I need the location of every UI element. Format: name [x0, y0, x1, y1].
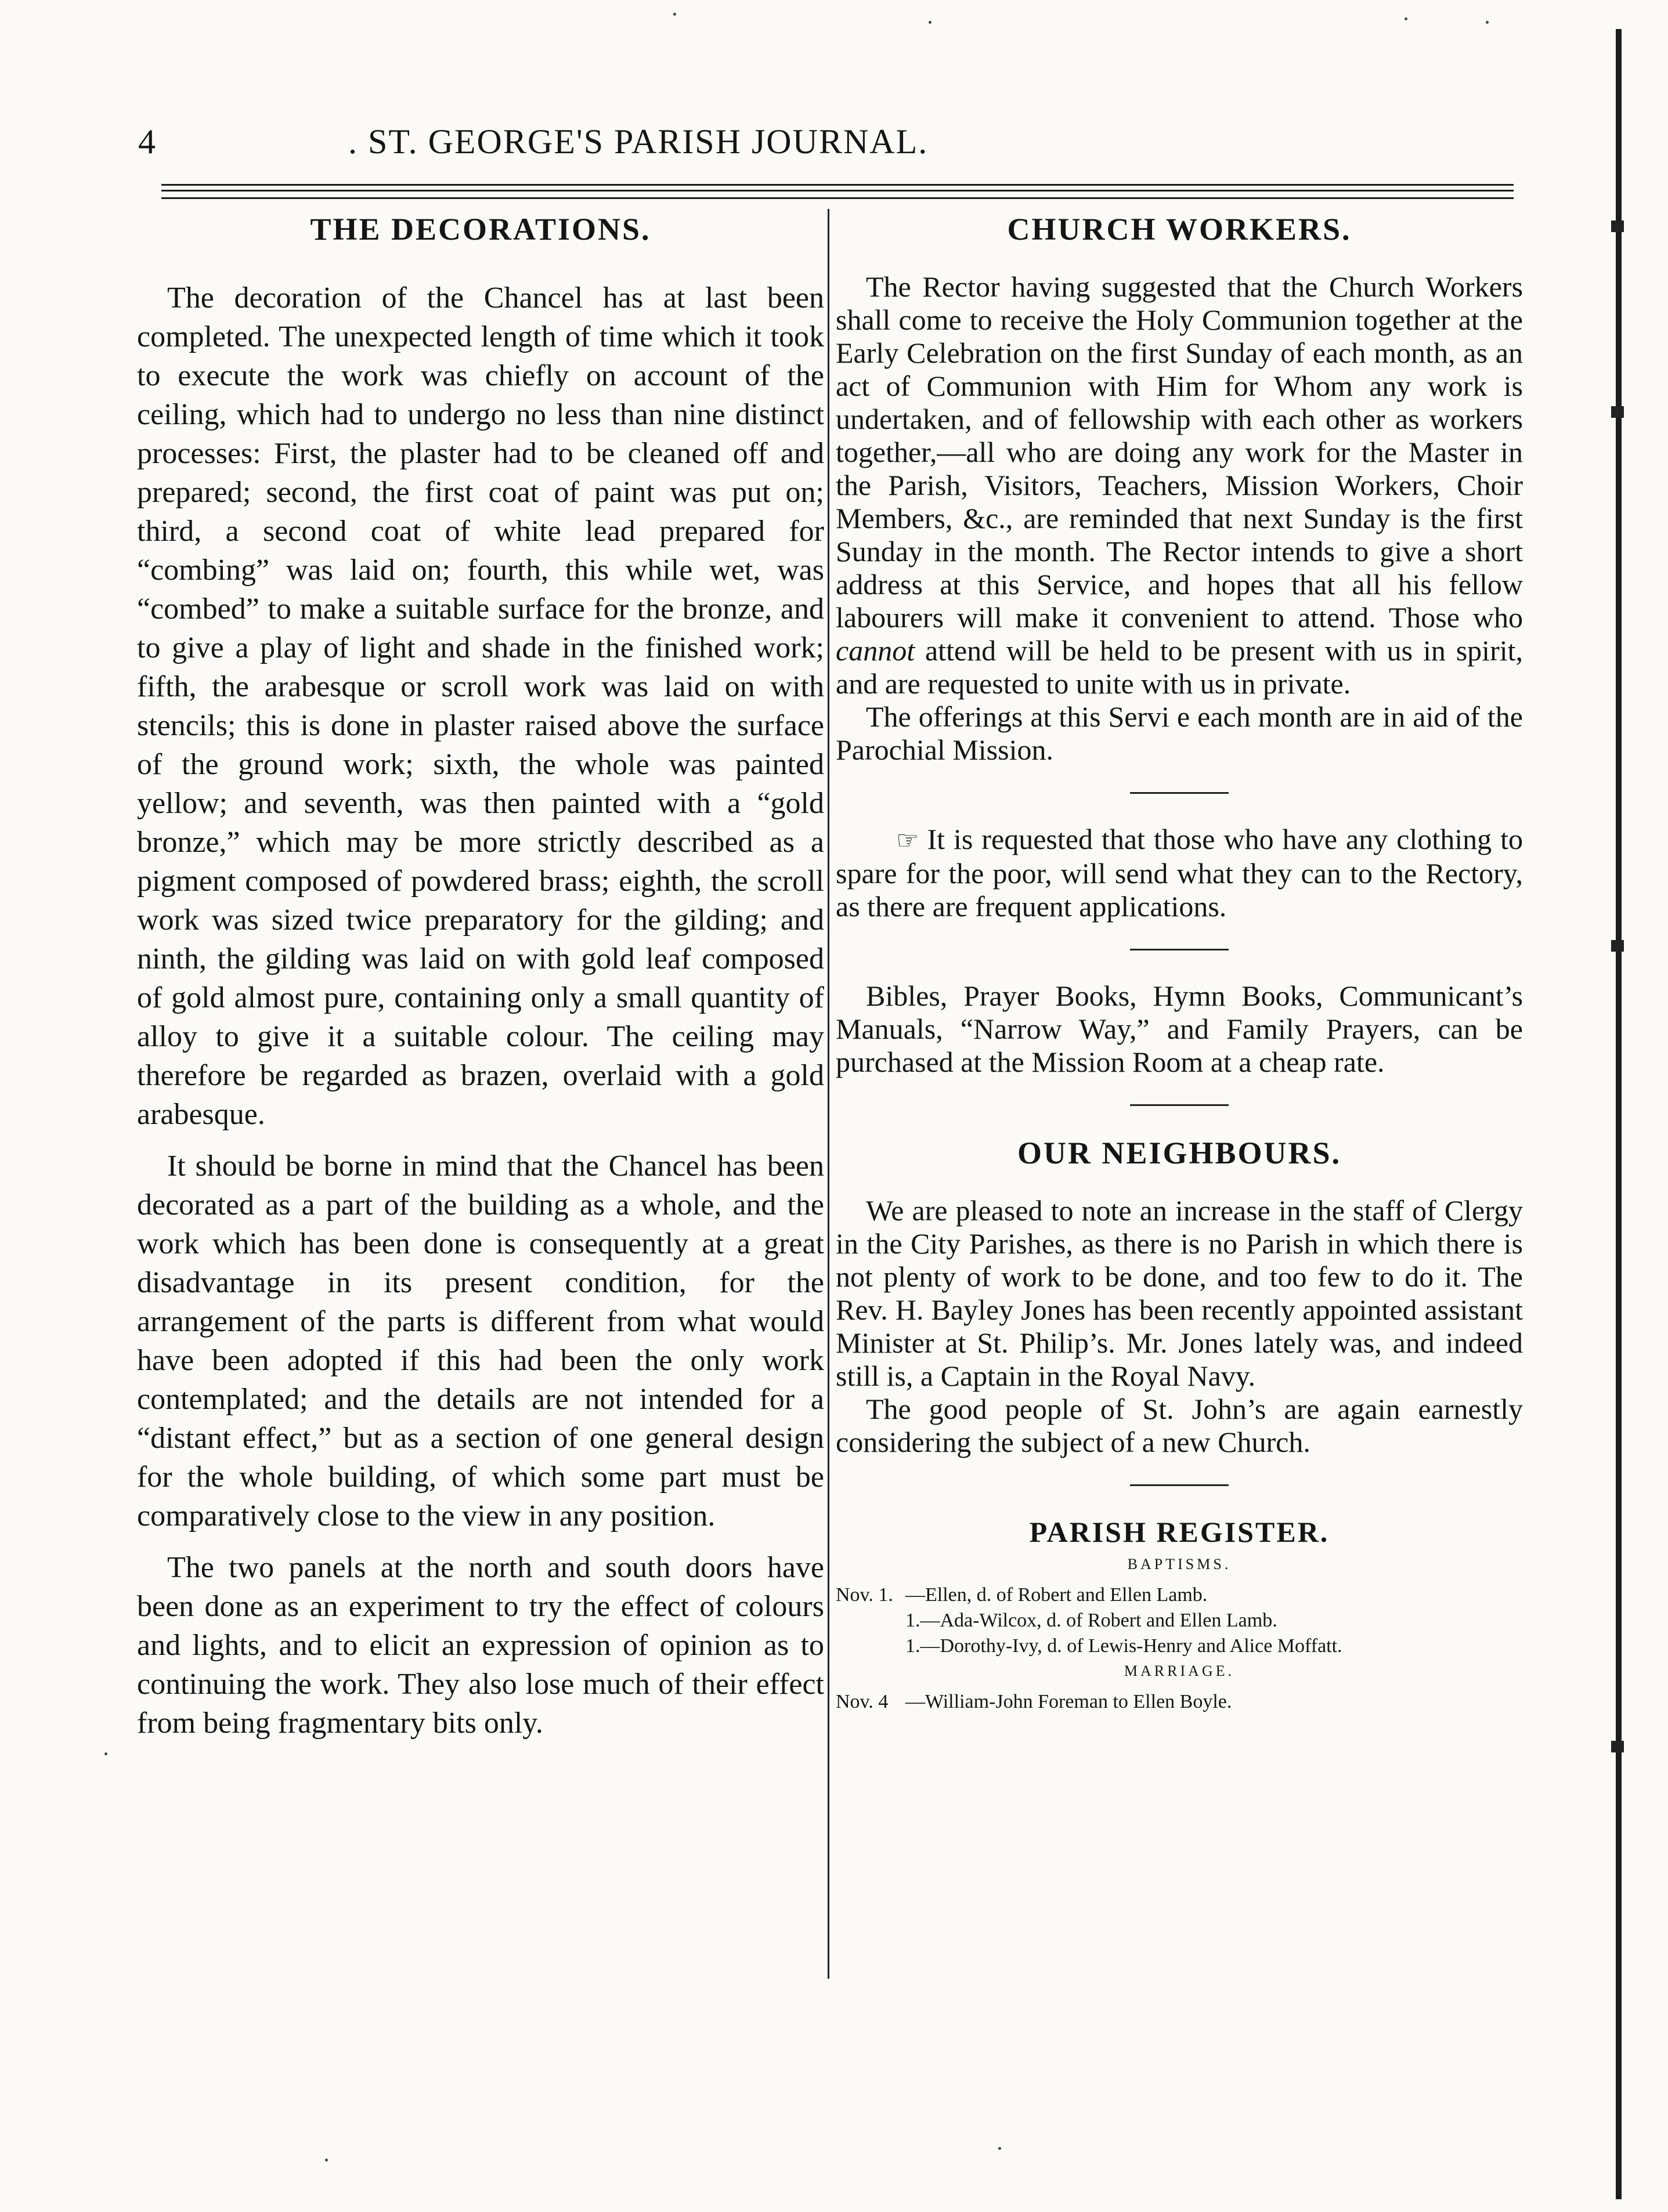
header-rule	[161, 184, 1514, 186]
neighbours-heading: OUR NEIGHBOURS.	[1017, 1136, 1342, 1170]
left-column	[137, 203, 824, 1743]
baptisms-label: BAPTISMS.	[1127, 1556, 1232, 1573]
clothing-notice	[836, 823, 1523, 923]
neighbours-paragraph: We are pleased to note an increase in the staff of Clergy in the City Parishes, as there is no Parish in which there is not plenty of work to be done, and too few to do it. The Rev. H. Bayley Jones has been recently appointed assistant Minister at St. Philip’s. Mr. Jones lately was, and indeed still is, a Captain in the Royal Navy.	[836, 1194, 1523, 1392]
baptisms-list	[836, 1582, 1523, 1659]
binding-mark	[1611, 406, 1624, 418]
scan-speck	[325, 2159, 328, 2162]
workers-heading: CHURCH WORKERS.	[1007, 212, 1352, 247]
marriages-list	[836, 1689, 1523, 1715]
section-rule	[1130, 792, 1229, 794]
page-number: 4	[138, 122, 156, 161]
binding-mark	[1611, 221, 1624, 232]
entry-date: Nov. 1.	[836, 1584, 893, 1606]
workers-text: The Rector having suggested that the Church Workers shall come to receive the Holy Communion together at the Early Celebration on the first Sunday of each month, as an act of Communion with Him for Whom any work is undertaken, and of fellowship with each other as workers together,—all who are doing any work for the Master in the Parish, Visitors, Teachers, Mission Workers, Choir Members, &c., are reminded that next Sunday is the first Sunday in the month. The Rector intends to give a short address at this Service, and hopes that all his fellow labourers will make it convenient to attend. Those who	[836, 270, 1523, 634]
register-entry	[836, 1582, 1523, 1608]
workers-paragraph	[836, 270, 1523, 700]
register-heading: PARISH REGISTER.	[1029, 1516, 1330, 1548]
scan-speck	[929, 21, 932, 24]
pointing-hand-icon: ☞	[896, 826, 919, 855]
binding-mark	[1611, 1741, 1624, 1752]
books-notice: Bibles, Prayer Books, Hymn Books, Communicant’s Manuals, “Narrow Way,” and Family Prayers, can be purchased at the Mission Room at a cheap rate.	[836, 980, 1523, 1078]
entry-text: —Ellen, d. of Robert and Ellen Lamb.	[905, 1584, 1208, 1606]
scan-speck	[1405, 17, 1407, 20]
entry-date: Nov. 4	[836, 1691, 889, 1712]
binding-edge	[1616, 29, 1622, 2199]
clothing-notice-text: It is requested that those who have any clothing to spare for the poor, will send what they can to the Rectory, as there are frequent applications.	[836, 823, 1523, 923]
marriage-label: MARRIAGE.	[1124, 1662, 1235, 1679]
binding-mark	[1611, 940, 1624, 952]
scan-speck	[1486, 21, 1489, 24]
section-rule	[1130, 1484, 1229, 1486]
header-rule	[161, 190, 1514, 191]
workers-emphasis: cannot	[836, 634, 915, 667]
column-divider	[828, 209, 829, 1979]
section-rule	[1130, 949, 1229, 950]
scan-speck	[104, 1752, 107, 1755]
workers-offerings: The offerings at this Servi e each month are in aid of the Parochial Mission.	[836, 700, 1523, 766]
register-entry: 1.—Ada-Wilcox, d. of Robert and Ellen Lamb.	[905, 1610, 1277, 1631]
decorations-paragraph: The two panels at the north and south doors have been done as an experiment to try the effect of colours and lights, and to elicit an expression of opinion as to continuing the work. They also lose much of their effect from being fragmentary bits only.	[137, 1551, 824, 1740]
running-title: . ST. GEORGE'S PARISH JOURNAL.	[348, 122, 929, 161]
section-rule	[1130, 1104, 1229, 1106]
decorations-heading: THE DECORATIONS.	[310, 212, 651, 247]
decorations-paragraph: It should be borne in mind that the Chancel has been decorated as a part of the building as a whole, and the work which has been done is consequently at a great disadvantage in its present condition, for the arrangement of the parts is different from what would have been adopted if this had been the only work contemplated; and the details are not intended for a “distant effect,” but as a section of one general design for the whole building, of which some part must be comparatively close to the view in any position.	[137, 1150, 824, 1533]
register-entry	[836, 1689, 1523, 1715]
header-rule	[161, 197, 1514, 199]
right-column	[836, 203, 1523, 1715]
register-entry: 1.—Dorothy-Ivy, d. of Lewis-Henry and Alice Moffatt.	[905, 1635, 1342, 1657]
workers-text: attend will be held to be present with us in spirit, and are requested to unite with us in private.	[836, 634, 1523, 700]
scan-speck	[998, 2147, 1001, 2150]
entry-text: —William-John Foreman to Ellen Boyle.	[905, 1691, 1232, 1712]
decorations-paragraph: The decoration of the Chancel has at last been completed. The unexpected length of time which it took to execute the work was chiefly on account of the ceiling, which had to undergo no less than nine distinct processes: First, the plaster had to be cleaned off and prepared; second, the first coat of paint was put on; third, a second coat of white lead prepared for “combing” was laid on; fourth, this while wet, was “combed” to make a suitable surface for the bronze, and to give a play of light and shade in the finished work; fifth, the arabesque or scroll work was laid on with stencils; this is done in plaster raised above the surface of the ground work; sixth, the whole was painted yellow; and seventh, was then painted with a “gold bronze,” which may be more strictly described as a pigment composed of powdered brass; eighth, the scroll work was sized twice preparatory for the gilding; and ninth, the gilding was laid on with gold leaf composed of gold almost pure, containing only a small quantity of alloy to give it a suitable colour. The ceiling may therefore be regarded as brazen, overlaid with a gold arabesque.	[137, 281, 824, 1131]
scan-speck	[673, 13, 676, 16]
neighbours-paragraph: The good people of St. John’s are again earnestly considering the subject of a new Church.	[836, 1393, 1523, 1458]
